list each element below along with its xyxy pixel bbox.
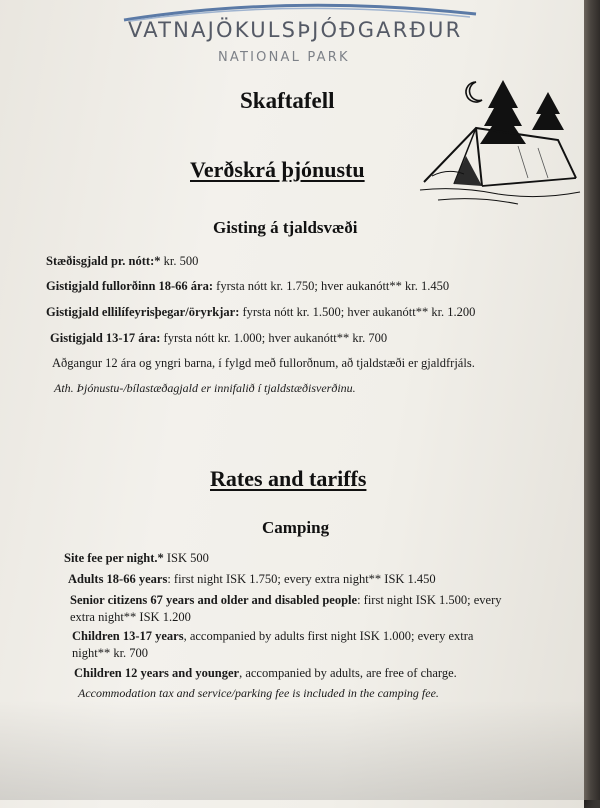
wall-edge (584, 0, 600, 800)
list-item: Children 12 years and younger, accompanied by adults, are free of charge. (74, 666, 457, 680)
section-heading-en: Rates and tariffs (210, 466, 367, 491)
list-item: Gistigjald ellilífeyrisþegar/öryrkjar: fyrsta nótt kr. 1.500; hver aukanótt** kr. 1.200 (46, 305, 476, 319)
list-item: Adults 18-66 years: first night ISK 1.750; every extra night** ISK 1.450 (68, 572, 436, 586)
logo-subtitle: NATIONAL PARK (218, 50, 350, 65)
list-item: Site fee per night.* ISK 500 (64, 551, 209, 565)
list-item: Stæðisgjald pr. nótt:* kr. 500 (46, 254, 199, 268)
tent-camp-illustration-icon (418, 78, 583, 208)
subheading-is: Gisting á tjaldsvæði (213, 218, 358, 237)
subheading-en: Camping (262, 518, 330, 537)
list-item: Children 13-17 years, accompanied by adults first night ISK 1.000; every extra night** kr. 700 (72, 629, 474, 660)
list-item: Gistigjald 13-17 ára: fyrsta nótt kr. 1.000; hver aukanótt** kr. 700 (50, 331, 388, 345)
note-italic: Accommodation tax and service/parking fee is included in the camping fee. (78, 686, 439, 700)
logo-title: VATNAJÖKULSÞJÓÐGARÐUR (128, 18, 463, 42)
place-title: Skaftafell (240, 88, 335, 113)
section-heading-is: Verðskrá þjónustu (190, 157, 365, 182)
note-text: Aðgangur 12 ára og yngri barna, í fylgd með fullorðnum, að tjaldstæði er gjaldfrjáls. (52, 356, 475, 370)
note-italic: Ath. Þjónustu-/bílastæðagjald er innifalið í tjaldstæðisverðinu. (54, 381, 356, 395)
list-item: Senior citizens 67 years and older and disabled people: first night ISK 1.500; every extra night** ISK 1.200 (70, 593, 502, 624)
list-item: Gistigjald fullorðinn 18-66 ára: fyrsta nótt kr. 1.750; hver aukanótt** kr. 1.450 (46, 279, 450, 293)
